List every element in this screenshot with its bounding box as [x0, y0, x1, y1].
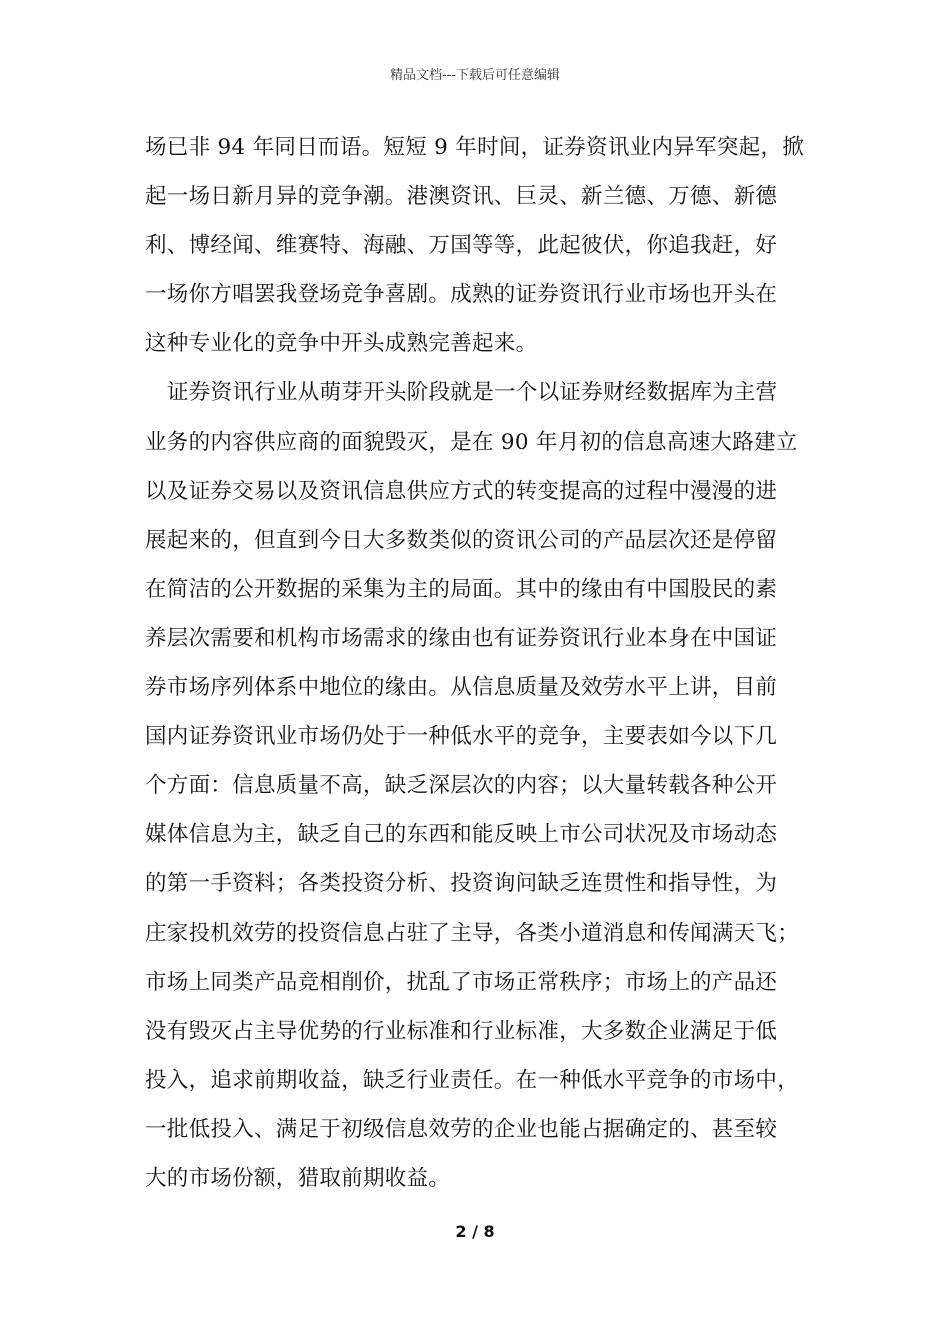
text-line: 场已非 94 年同日而语。短短 9 年时间，证券资讯业内异军突起，掀	[145, 135, 805, 160]
text-line: 券市场序列体系中地位的缘由。从信息质量及效劳水平上讲，目前	[145, 675, 778, 701]
text-line: 一场你方唱罢我登场竞争喜剧。成熟的证券资讯行业市场也开头在	[145, 282, 778, 308]
text-line: 展起来的，但直到今日大多数类似的资讯公司的产品层次还是停留	[145, 527, 778, 553]
page-header: 精品文档---下载后可任意编辑	[389, 68, 561, 83]
text-line: 个方面：信息质量不高，缺乏深层次的内容；以大量转载各种公开	[145, 773, 778, 799]
text-line: 利、博经闻、维赛特、海融、万国等等，此起彼伏，你追我赶，好	[145, 233, 778, 259]
text-line: 大的市场份额，猎取前期收益。	[145, 1165, 451, 1191]
text-line: 没有毁灭占主导优势的行业标准和行业标准，大多数企业满足于低	[145, 1018, 778, 1044]
text-line: 媒体信息为主，缺乏自己的东西和能反映上市公司状况及市场动态	[145, 822, 778, 848]
paragraph-first-line: 证券资讯行业从萌芽开头阶段就是一个以证券财经数据库为主营	[167, 380, 778, 406]
text-line: 在简洁的公开数据的采集为主的局面。其中的缘由有中国股民的素	[145, 576, 778, 602]
text-line: 养层次需要和机构市场需求的缘由也有证券资讯行业本身在中国证	[145, 625, 778, 651]
text-line: 业务的内容供应商的面貌毁灭，是在 90 年月初的信息高速大路建立	[145, 429, 798, 455]
text-line: 起一场日新月异的竞争潮。港澳资讯、巨灵、新兰德、万德、新德	[145, 184, 778, 210]
document-body	[145, 128, 817, 1208]
text-line: 一批低投入、满足于初级信息效劳的企业也能占据确定的、甚至较	[145, 1116, 778, 1142]
text-line: 投入，追求前期收益，缺乏行业责任。在一种低水平竞争的市场中，	[145, 1067, 800, 1093]
text-line: 以及证券交易以及资讯信息供应方式的转变提高的过程中漫漫的进	[145, 478, 778, 504]
text-line: 国内证券资讯业市场仍处于一种低水平的竞争，主要表如今以下几	[145, 724, 778, 750]
text-line: 这种专业化的竞争中开头成熟完善起来。	[145, 331, 538, 357]
text-line: 市场上同类产品竞相削价，扰乱了市场正常秩序；市场上的产品还	[145, 969, 778, 995]
page-number: 2 / 8	[455, 1222, 495, 1241]
text-line: 庄家投机效劳的投资信息占驻了主导，各类小道消息和传闻满天飞；	[145, 920, 800, 946]
text-line: 的第一手资料；各类投资分析、投资询问缺乏连贯性和指导性，为	[145, 871, 778, 897]
